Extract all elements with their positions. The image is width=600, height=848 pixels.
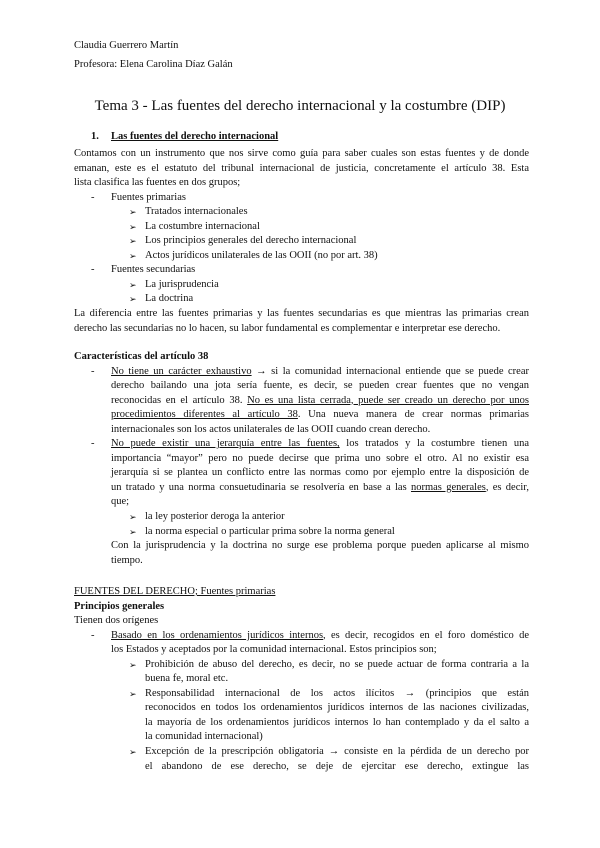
text: La doctrina bbox=[145, 293, 194, 305]
underlined-text: No es una lista cerrada, puede ser creado un derecho por unos bbox=[247, 394, 529, 406]
text: . Una nueva manera de crear normas primarias bbox=[297, 409, 529, 421]
dash-bullet-icon: - bbox=[91, 629, 95, 641]
text-line bbox=[74, 379, 529, 394]
text-line bbox=[74, 539, 529, 554]
text-line bbox=[74, 614, 529, 629]
underlined-text: No tiene un carácter exhaustivo bbox=[111, 365, 252, 377]
underlined-text: FUENTES DEL DERECHO; Fuentes primarias bbox=[74, 586, 276, 597]
text-line bbox=[74, 394, 529, 409]
text-line bbox=[74, 350, 529, 365]
arrow-bullet-icon: ➢ bbox=[129, 294, 137, 305]
list-item bbox=[74, 191, 529, 206]
arrow-bullet-icon: ➢ bbox=[129, 512, 137, 523]
list-item bbox=[74, 263, 529, 278]
list-item bbox=[74, 292, 529, 307]
text: Responsabilidad internacional de los actos ilícitos → (principios que están bbox=[145, 687, 529, 699]
text: la ley posterior deroga la anterior bbox=[145, 511, 285, 523]
text: que; bbox=[111, 496, 130, 508]
list-item bbox=[74, 205, 529, 220]
text: reconocidos en todos los ordenamientos jurídicos internos de las naciones civilizadas, bbox=[145, 702, 529, 714]
section-primary-sources bbox=[74, 585, 529, 774]
text-line bbox=[74, 307, 529, 322]
list-item bbox=[74, 437, 529, 452]
text-line bbox=[74, 481, 529, 496]
list-item bbox=[74, 629, 529, 644]
subheading: Principios generales bbox=[74, 600, 165, 612]
text: reconocidas en el artículo 38. bbox=[111, 394, 248, 406]
arrow-bullet-icon: ➢ bbox=[129, 688, 137, 699]
list-item bbox=[74, 745, 529, 760]
text: Tratados internacionales bbox=[145, 206, 248, 218]
text: el abandono de ese derecho, se deje de ejercitar ese derecho, extingue las bbox=[145, 760, 529, 772]
arrow-bullet-icon: ➢ bbox=[129, 236, 137, 247]
text: jerarquía si se plantea un conflicto entre las normas como por ejemplo entre la disposición de bbox=[111, 467, 529, 479]
text: Fuentes primarias bbox=[111, 191, 186, 203]
list-item bbox=[74, 687, 529, 702]
text-line bbox=[74, 423, 529, 438]
text: La diferencia entre las fuentes primarias y las fuentes secundarias es que mientras las primarias crean bbox=[74, 308, 529, 320]
text: Los principios generales del derecho internacional bbox=[145, 235, 357, 247]
text-line bbox=[74, 452, 529, 467]
text: los tratados y la costumbre tienen una bbox=[339, 438, 529, 450]
section-article-38 bbox=[74, 350, 529, 568]
underlined-text: normas generales bbox=[410, 481, 486, 493]
text-line bbox=[74, 760, 529, 775]
text: lista clasifica las fuentes en dos grupos; bbox=[74, 177, 241, 189]
list-item bbox=[74, 525, 529, 540]
section-heading bbox=[91, 131, 278, 142]
dash-bullet-icon: - bbox=[91, 191, 95, 203]
list-item bbox=[74, 234, 529, 249]
arrow-bullet-icon: ➢ bbox=[129, 250, 137, 261]
arrow-bullet-icon: ➢ bbox=[129, 207, 137, 218]
text-line bbox=[74, 554, 529, 569]
arrow-bullet-icon: ➢ bbox=[129, 526, 137, 537]
text: internacionales son los actos unilaterales de las OOII cuando crean derecho. bbox=[111, 423, 431, 435]
text: Contamos con un instrumento que nos sirve como guía para saber cuales son estas fuentes y de donde bbox=[74, 148, 529, 159]
text: La jurisprudencia bbox=[145, 278, 219, 290]
text: la mayoría de los ordenamientos jurídicos internos lo han contemplado y da el salto a bbox=[145, 716, 529, 728]
text: Excepción de la prescripción obligatoria → consiste en la pérdida de un derecho por bbox=[145, 746, 529, 758]
text: La costumbre internacional bbox=[145, 220, 260, 232]
text: importancia “mayor” pero no puede decirse que prima uno sobre el otro. Al no existir esa bbox=[111, 452, 529, 464]
text-line bbox=[74, 495, 529, 510]
list-item bbox=[74, 365, 529, 380]
text: emanan, este es el estatuto del tribunal internacional de justicia, concretamente el artículo 38. Esta bbox=[74, 162, 529, 174]
text: Fuentes secundarias bbox=[111, 264, 196, 276]
text-line bbox=[74, 600, 529, 615]
text: Actos jurídicos unilaterales de las OOII (no por art. 38) bbox=[145, 249, 378, 261]
dash-bullet-icon: - bbox=[91, 438, 95, 450]
text-line bbox=[74, 585, 529, 600]
text: Con la jurisprudencia y la doctrina no surge ese problema porque pueden aplicarse al mismo bbox=[111, 540, 529, 552]
subheading: Características del artículo 38 bbox=[74, 351, 209, 362]
list-item bbox=[74, 220, 529, 235]
text: Prohibición de abuso del derecho, es decir, no se puede actuar de forma contraria a la bbox=[145, 658, 529, 670]
underlined-text: procedimientos diferentes al artículo 38 bbox=[111, 409, 298, 421]
text: , es decir, bbox=[485, 481, 530, 493]
underlined-text: No puede existir una jerarquía entre las fuentes, bbox=[111, 438, 340, 450]
text-line bbox=[74, 466, 529, 481]
section-number: 1. bbox=[91, 131, 99, 142]
text-line bbox=[74, 701, 529, 716]
arrow-bullet-icon: ➢ bbox=[129, 279, 137, 290]
text: la norma especial o particular prima sobre la norma general bbox=[145, 525, 395, 537]
text: buena fe, moral etc. bbox=[145, 673, 229, 685]
dash-bullet-icon: - bbox=[91, 264, 95, 276]
text: , es decir, recogidos en el foro doméstico de bbox=[323, 629, 529, 641]
list-item bbox=[74, 658, 529, 673]
text-line bbox=[74, 730, 529, 745]
dash-bullet-icon: - bbox=[91, 365, 95, 377]
text: derecho bailando una jota sería fuente, es decir, se pueden crear fuentes que no vengan bbox=[111, 380, 529, 392]
underlined-text: Basado en los ordenamientos jurídicos internos bbox=[111, 629, 324, 641]
text: tiempo. bbox=[111, 554, 143, 566]
author-name: Claudia Guerrero Martín bbox=[74, 40, 179, 51]
text-line bbox=[74, 716, 529, 731]
section-heading-text: Las fuentes del derecho internacional bbox=[111, 131, 279, 142]
arrow-bullet-icon: ➢ bbox=[129, 747, 137, 758]
text-line bbox=[74, 176, 529, 191]
text: los Estados y aceptados por la comunidad internacional. Estos principios son; bbox=[111, 644, 437, 656]
text: derecho las secundarias no lo hacen, su labor fundamental es complementar e interpretar ese derecho. bbox=[74, 322, 501, 334]
text-line bbox=[74, 672, 529, 687]
text-line bbox=[74, 643, 529, 658]
professor-name: Profesora: Elena Carolina Díaz Galán bbox=[74, 59, 233, 70]
document-title: Tema 3 - Las fuentes del derecho internacional y la costumbre (DIP) bbox=[94, 98, 506, 114]
arrow-bullet-icon: ➢ bbox=[129, 659, 137, 670]
text-line bbox=[74, 162, 529, 177]
text: Tienen dos orígenes bbox=[74, 615, 159, 627]
list-item bbox=[74, 278, 529, 293]
list-item bbox=[74, 510, 529, 525]
section-sources-intro bbox=[74, 147, 529, 336]
text-line bbox=[74, 408, 529, 423]
text: la comunidad internacional) bbox=[145, 731, 263, 743]
arrow-bullet-icon: ➢ bbox=[129, 221, 137, 232]
list-item bbox=[74, 249, 529, 264]
text: → si la comunidad internacional entiende que se puede crear bbox=[251, 365, 530, 377]
text: un tratado y una norma consuetudinaria se resolvería en base a las bbox=[111, 481, 411, 493]
text-line bbox=[74, 147, 529, 162]
text-line bbox=[74, 322, 529, 337]
